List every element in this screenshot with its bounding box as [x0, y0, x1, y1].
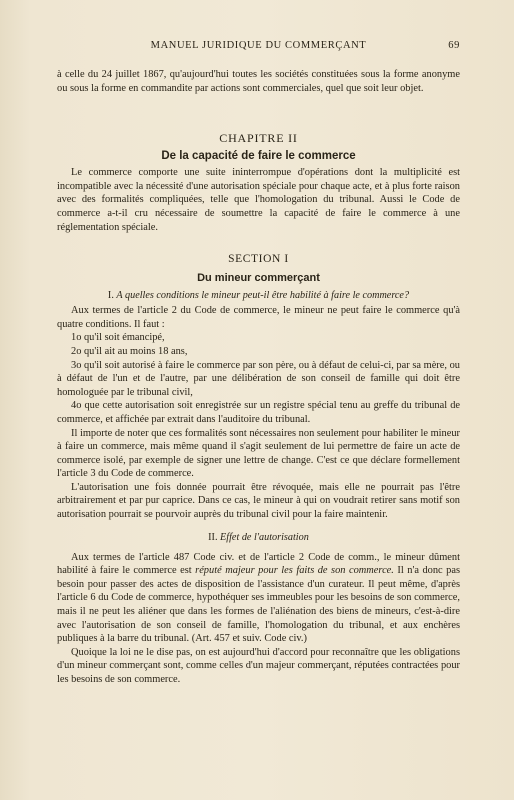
chapter-paragraph: Le commerce comporte une suite ininterrompue d'opérations dont la multiplicité est incompatible avec la nécessité d'une autorisation spéciale pour chaque acte, et à plus forte raison avec des formalités compliquées, telle que l'homologation du tribunal. Aussi le Code de commerce a-t-il cru nécessaire de soumettre la capacité de faire le commerce à une réglementation spéciale. — [57, 167, 460, 233]
chapter-title: CHAPITRE II — [219, 131, 298, 146]
condition-item-3: 3o qu'il soit autorisé à faire le commerce par son père, ou à défaut de celui-ci, par sa mère, ou à défaut de l'un et de l'autre, par une délibération de son conseil de famille qui doit être homologuée par le tribunal civil, — [57, 359, 460, 398]
condition-item-4: 4o que cette autorisation soit enregistrée sur un registre spécial tenu au greffe du tribunal de commerce, et affichée par extrait dans l'auditoire du tribunal. — [57, 400, 460, 425]
question-text: A quelles conditions le mineur peut-il être habilité à faire le commerce? — [116, 290, 410, 302]
section-subtitle: Du mineur commerçant — [197, 272, 320, 285]
conditions-lead: Aux termes de l'article 2 du Code de commerce, le mineur ne peut faire le commerce qu'à quatre conditions. Il faut : — [57, 305, 460, 330]
effect-paragraph — [57, 551, 460, 646]
formalities-paragraph: Il importe de noter que ces formalités sont nécessaires non seulement pour habiliter le mineur à faire un commerce, mais même quand il s'agit seulement de lui permettre de faire un acte de commerce isolé, par exemple de signer une lettre de change. C'est ce que déclare formellement l'article 3 du Code de commerce. — [57, 427, 460, 480]
effect-number: II. — [208, 531, 218, 543]
question-heading — [57, 290, 460, 301]
question-number: I. — [107, 290, 114, 302]
condition-item-2: 2o qu'il ait au moins 18 ans, — [71, 345, 188, 357]
intro-paragraph: à celle du 24 juillet 1867, qu'aujourd'hui toutes les sociétés constituées sous la forme anonyme ou sous la forme en commandite par actions sont commerciales, quel que soit leur objet. — [57, 69, 460, 94]
page-number: 69 — [448, 40, 460, 51]
effect-heading — [57, 532, 460, 543]
header-title: MANUEL JURIDIQUE DU COMMERÇANT — [150, 40, 367, 51]
effect-text-a: Aux termes de l'article 487 Code civ. et de l'article 2 Code de comm., le mineur dûment habilité à faire le commerce est — [57, 551, 460, 577]
chapter-subtitle: De la capacité de faire le commerce — [161, 150, 356, 163]
effect-title: Effet de l'autorisation — [220, 531, 309, 543]
section-title: SECTION I — [228, 253, 289, 266]
obligations-paragraph: Quoique la loi ne le dise pas, on est aujourd'hui d'accord pour reconnaître que les obligations d'un mineur commerçant sont, comme celles d'un majeur commerçant, réputées contractées pour les besoins de son commerce. — [57, 646, 460, 685]
running-header — [57, 40, 460, 54]
effect-emphasis: réputé majeur pour les faits de son commerce. — [195, 565, 394, 577]
revocation-paragraph: L'autorisation une fois donnée pourrait être révoquée, mais elle ne pourrait pas l'être arbitrairement et par pur caprice. Dans ce cas, le mineur à qui on voudrait retirer sans motif son autorisation pourrait se pourvoir auprès du tribunal civil pour la faire maintenir. — [57, 481, 460, 521]
condition-item-1: 1o qu'il soit émancipé, — [71, 332, 165, 344]
effect-text-b: Il n'a donc pas besoin pour passer des actes de disposition de l'assistance d'un curateur. Il peut même, d'après l'article 6 du Code de commerce, hypothéquer ses immeubles pour les besoins de son commerce, mais il ne peut les aliéner que dans les formes de l'aliénation des biens de mineurs, c'est-à-dire avec l'autorisation de son conseil de famille, l'homologation du tribunal, et aux enchères publiques à la barre du tribunal. (Art. 457 et suiv. Code civ.) — [57, 565, 461, 645]
